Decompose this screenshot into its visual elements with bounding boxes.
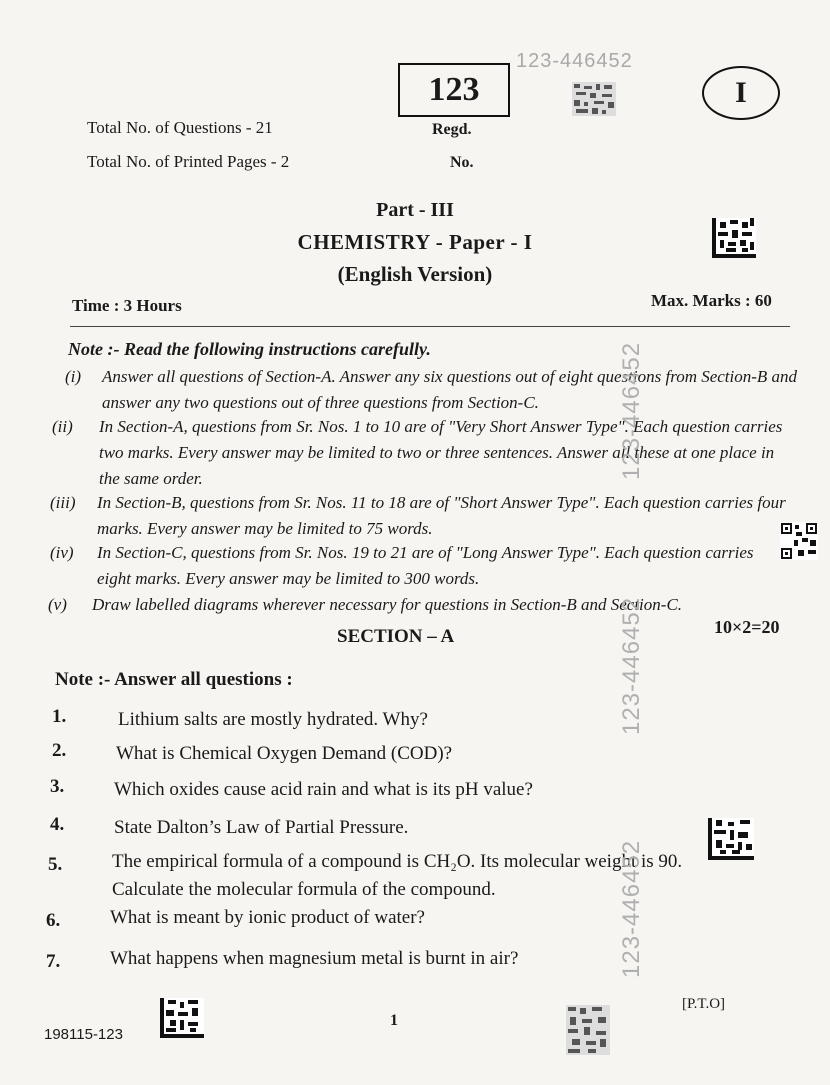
instruction-text: In Section-C, questions from Sr. Nos. 19 to 21 are of "Long Answer Type". Each question carries eight marks. Every answer may be limited to 300 words. xyxy=(97,543,754,588)
question-text: The empirical formula of a compound is CH₂O. Its molecular weight is 90. Calculate the molecular formula of the compound. xyxy=(112,851,683,900)
question-item xyxy=(46,904,706,934)
total-pages: Total No. of Printed Pages - 2 xyxy=(87,152,290,171)
question-item xyxy=(48,848,708,908)
regd-label: Regd. xyxy=(432,121,472,138)
roll-number-watermark: 123-446452 xyxy=(618,341,645,480)
regd-no-label: No. xyxy=(450,154,474,171)
question-number: 5. xyxy=(48,854,63,875)
version-title: (English Version) xyxy=(337,262,493,286)
instruction-number: (i) xyxy=(65,367,82,386)
roll-number-watermark: 123-446452 xyxy=(618,596,645,735)
instruction-item xyxy=(48,592,808,618)
instruction-number: (iv) xyxy=(50,543,74,562)
question-text: Which oxides cause acid rain and what is its pH value? xyxy=(114,779,533,800)
instruction-item xyxy=(50,490,810,542)
question-item xyxy=(52,706,712,736)
instruction-text: In Section-A, questions from Sr. Nos. 1 to 10 are of "Very Short Answer Type". Each question carries two marks. Every answer may be limited to two or three sentences. Answer all these at one place in the same order. xyxy=(99,417,783,488)
instruction-number: (v) xyxy=(48,595,67,614)
please-turn-over: [P.T.O] xyxy=(682,996,726,1012)
roll-number-stamp: 123-446452 xyxy=(516,50,633,72)
instruction-item xyxy=(55,364,815,416)
question-number: 3. xyxy=(50,776,65,797)
barcode-icon xyxy=(566,1005,610,1055)
instruction-number: (iii) xyxy=(50,493,76,512)
instructions-heading: Note :- Read the following instructions carefully. xyxy=(68,339,431,359)
paper-code-box: 123 xyxy=(398,63,510,117)
qr-code-icon xyxy=(780,522,818,560)
question-number: 7. xyxy=(46,951,61,972)
datamatrix-code-icon xyxy=(708,818,754,860)
instruction-item xyxy=(50,540,810,592)
instruction-text: In Section-B, questions from Sr. Nos. 11 to 18 are of "Short Answer Type". Each question carries four marks. Every answer may be limited to 75 words. xyxy=(97,493,786,538)
subject-title: CHEMISTRY - Paper - I xyxy=(297,230,533,254)
set-label-oval: I xyxy=(702,66,780,120)
question-text: What is Chemical Oxygen Demand (COD)? xyxy=(116,743,453,764)
datamatrix-code-icon xyxy=(712,218,756,258)
datamatrix-code-icon xyxy=(160,998,204,1038)
part-title: Part - III xyxy=(376,199,454,221)
instruction-number: (ii) xyxy=(52,417,73,436)
header-divider xyxy=(70,326,790,327)
paper-id: 198115-123 xyxy=(44,1026,123,1043)
section-a-title: SECTION – A xyxy=(337,626,455,647)
max-marks: Max. Marks : 60 xyxy=(651,291,772,310)
question-text: What is meant by ionic product of water? xyxy=(110,907,425,928)
question-text: Lithium salts are mostly hydrated. Why? xyxy=(118,709,428,730)
roll-number-watermark: 123-446452 xyxy=(618,839,645,978)
question-item xyxy=(46,945,706,975)
question-item xyxy=(52,740,712,770)
instruction-item xyxy=(52,414,812,492)
question-text: What happens when magnesium metal is burnt in air? xyxy=(110,948,519,969)
question-number: 4. xyxy=(50,814,65,835)
total-questions: Total No. of Questions - 21 xyxy=(87,118,273,137)
question-item xyxy=(50,814,710,844)
question-number: 1. xyxy=(52,706,67,727)
page-number: 1 xyxy=(390,1012,398,1029)
question-item xyxy=(50,776,710,806)
question-text: State Dalton’s Law of Partial Pressure. xyxy=(114,817,409,838)
barcode-icon xyxy=(572,82,616,116)
instruction-text: Draw labelled diagrams wherever necessary for questions in Section-B and Section-C. xyxy=(92,595,683,614)
question-number: 2. xyxy=(52,740,67,761)
instruction-text: Answer all questions of Section-A. Answer any six questions out of eight questions from Section-B and answer any two questions out of three questions from Section-C. xyxy=(102,367,798,412)
time-allowed: Time : 3 Hours xyxy=(72,296,182,315)
question-number: 6. xyxy=(46,910,61,931)
section-a-note: Note :- Answer all questions : xyxy=(55,669,293,690)
section-a-marks: 10×2=20 xyxy=(714,617,780,637)
